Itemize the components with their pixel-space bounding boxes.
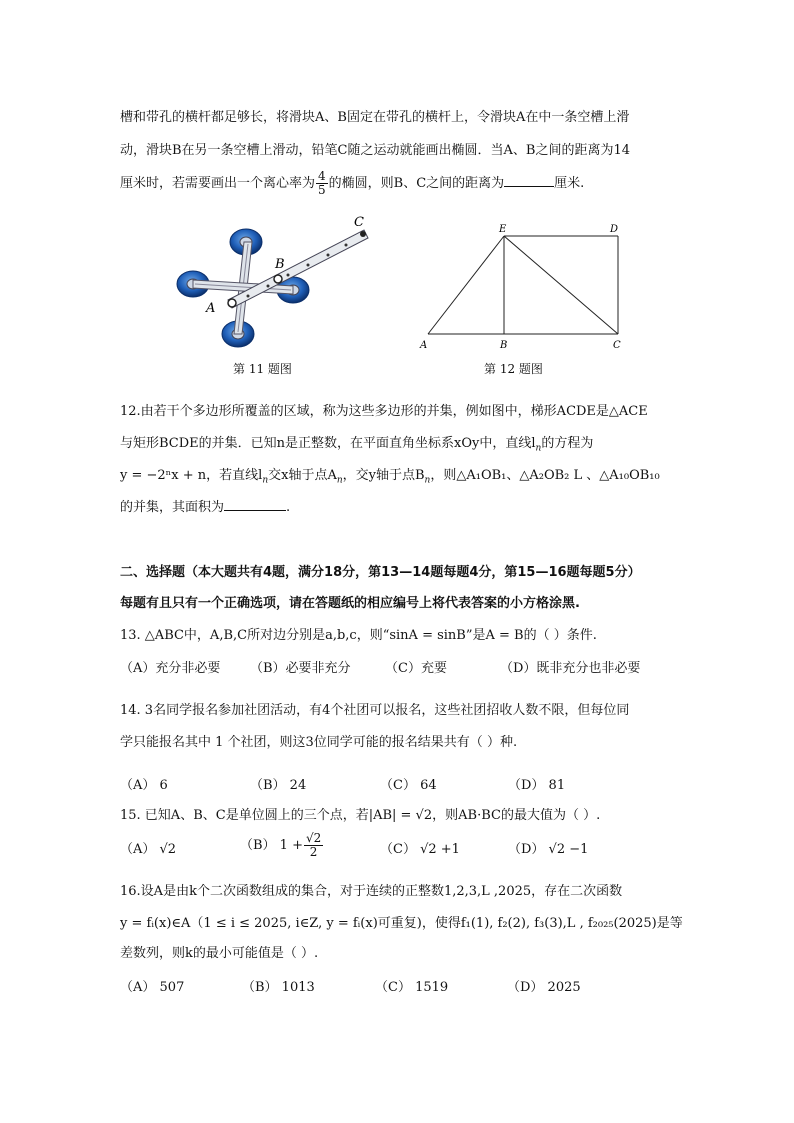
- eccentricity-fraction: $\frac{4}{5}$: [318, 169, 326, 197]
- label-e: E: [499, 224, 507, 235]
- q16-line-1: 16.设A是由k个二次函数组成的集合，对于连续的正整数1,2,3,L ,2025，存在二次函数: [120, 884, 623, 899]
- q11-line-3c: 厘米.: [554, 176, 585, 191]
- q16-option-a[interactable]: （A） 507: [120, 980, 185, 995]
- answer-blank-12[interactable]: [224, 497, 286, 511]
- q13-option-b[interactable]: （B）必要非充分: [250, 661, 351, 676]
- q11-line-3b: 的椭圆，则B、C之间的距离为: [328, 176, 505, 191]
- q16-line-3: 差数列，则k的最小可能值是（ ）.: [120, 946, 319, 961]
- figure-12-trapezoid: [410, 222, 630, 352]
- q13-option-d[interactable]: （D）既非充分也非必要: [500, 661, 641, 676]
- q16-option-d[interactable]: （D） 2025: [507, 980, 581, 995]
- q16-option-b[interactable]: （B） 1013: [242, 980, 315, 995]
- q15-stem: 15. 已知A、B、C是单位圆上的三个点，若|AB| = √2，则AB·BC的最大值为（ ）.: [120, 808, 601, 823]
- section-2-subheading: 每题有且只有一个正确选项，请在答题纸的相应编号上将代表答案的小方格涂黑.: [120, 596, 580, 611]
- label-a: A: [206, 301, 216, 316]
- q14-line-2: 学只能报名其中 1 个社团，则这3位同学可能的报名结果共有（ ）种.: [120, 735, 518, 750]
- q15-option-d[interactable]: （D） √2 −1: [508, 842, 589, 857]
- slider-b: [274, 275, 282, 283]
- q12-line-2: 与矩形BCDE的并集．已知n是正整数，在平面直角坐标系xOy中，直线$l_n$的方程为: [120, 436, 594, 454]
- q13-option-a[interactable]: （A）充分非必要: [120, 661, 221, 676]
- section-2-heading: 二、选择题（本大题共有4题，满分18分，第13—14题每题4分，第15—16题每题5分）: [120, 565, 641, 580]
- pencil-c: [360, 231, 366, 237]
- q14-option-b[interactable]: （B） 24: [250, 778, 307, 793]
- q11-line-1: 槽和带孔的横杆都足够长，将滑块A、B固定在带孔的横杆上，令滑块A在中一条空槽上滑: [120, 110, 630, 125]
- label-d: D: [610, 224, 619, 235]
- label-b: B: [275, 257, 285, 272]
- q14-option-c[interactable]: （C） 64: [380, 778, 437, 793]
- q15-option-c[interactable]: （C） √2 +1: [380, 842, 460, 857]
- figure-11-ellipsograph: [168, 212, 378, 357]
- q15-option-a[interactable]: （A） √2: [120, 842, 177, 857]
- figure-12-caption: 第 12 题图: [484, 362, 543, 376]
- slider-a: [228, 299, 236, 307]
- answer-blank-11[interactable]: [504, 173, 554, 187]
- q14-option-a[interactable]: （A） 6: [120, 778, 168, 793]
- q14-option-d[interactable]: （D） 81: [508, 778, 566, 793]
- q13-option-c[interactable]: （C）充要: [385, 661, 447, 676]
- q16-line-2: y = fᵢ(x)∈A（1 ≤ i ≤ 2025, i∈Z, y = fᵢ(x)可重复)，使得f₁(1), f₂(2), f₃(3),L , f₂₀₂₅(2025)是等: [120, 916, 683, 931]
- label-c2: C: [613, 340, 621, 351]
- q11-line-3: [120, 170, 584, 197]
- q13-stem: 13. △ABC中，A,B,C所对边分别是a,b,c，则“sinA = sinB”是A = B的（ ）条件.: [120, 628, 597, 643]
- q12-line-1: 12.由若干个多边形所覆盖的区域，称为这些多边形的并集，例如图中，梯形ACDE是△ACE: [120, 404, 648, 419]
- q11-line-2: 动，滑块B在另一条空槽上滑动，铅笔C随之运动就能画出椭圆．当A、B之间的距离为14: [120, 143, 630, 158]
- q12-line-3: y = −2ⁿx + n，若直线$l_n$交x轴于点$A_n$，交y轴于点$B_n$，则△A₁OB₁、△A₂OB₂ L 、△A₁₀OB₁₀: [120, 468, 660, 486]
- q12-line-4: 的并集，其面积为 .: [120, 497, 290, 518]
- q16-option-c[interactable]: （C） 1519: [375, 980, 449, 995]
- label-a2: A: [420, 340, 428, 351]
- q15-option-b[interactable]: （B） 1 + $\frac{√2}{2}$: [240, 831, 322, 859]
- figure-11-caption: 第 11 题图: [233, 362, 292, 376]
- cross-slots: [193, 242, 293, 334]
- q14-line-1: 14. 3名同学报名参加社团活动，有4个社团可以报名，这些社团招收人数不限，但每位同: [120, 703, 630, 718]
- label-b2: B: [500, 340, 508, 351]
- label-c: C: [354, 215, 364, 230]
- q11-line-3a: 厘米时，若需要画出一个离心率为: [120, 176, 316, 191]
